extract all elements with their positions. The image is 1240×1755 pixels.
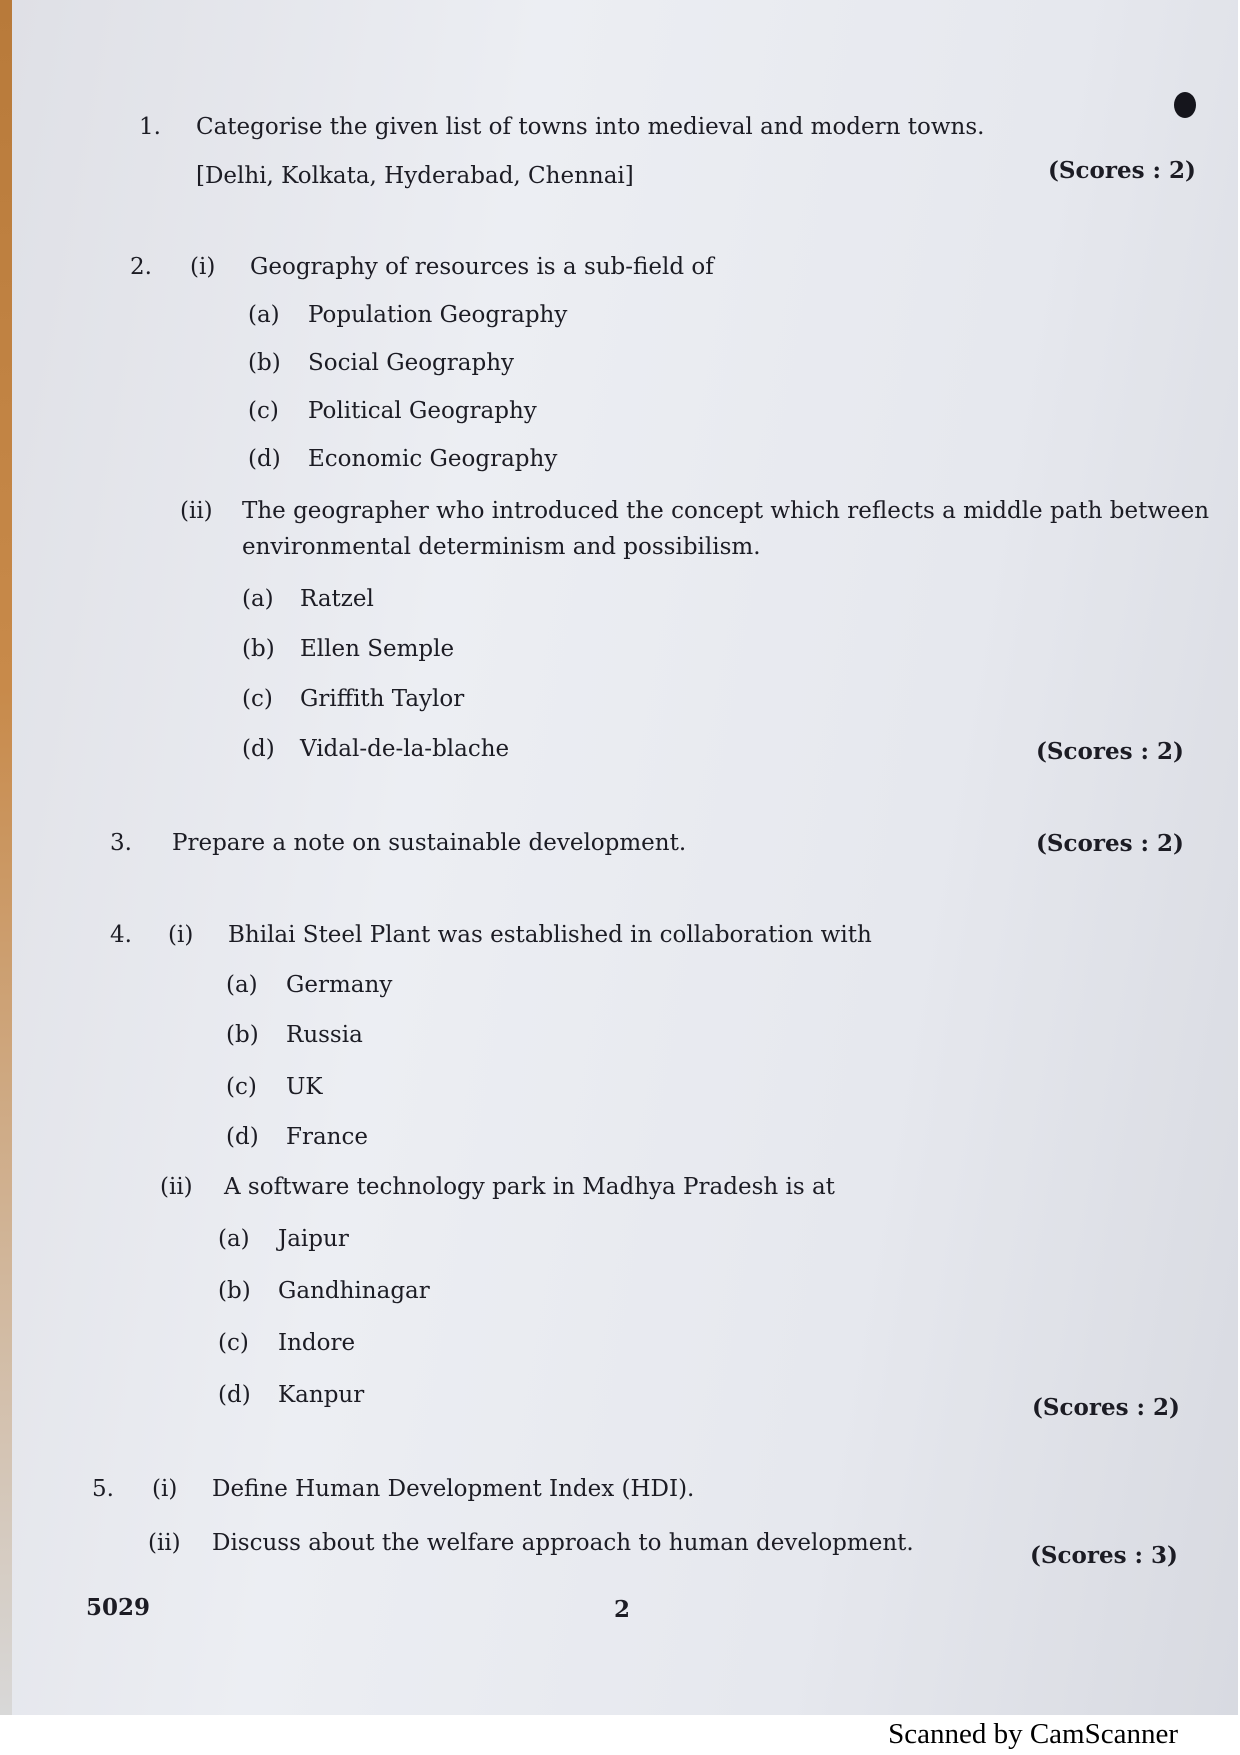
q2-part1-option-text: Social Geography (308, 350, 515, 376)
q5-part2-text: Discuss about the welfare approach to human development. (212, 1530, 914, 1556)
q4-part1-label: (i) (168, 922, 194, 948)
q2-part1-option-text: Political Geography (308, 398, 537, 424)
q5-score: (Scores : 3) (1030, 1542, 1178, 1569)
paper-code: 5029 (86, 1594, 151, 1621)
q2-part2-label: (ii) (180, 498, 213, 524)
q4-part1-text: Bhilai Steel Plant was established in collaboration with (228, 922, 872, 948)
q4-score: (Scores : 2) (1032, 1394, 1180, 1421)
q2-part2-option-text: Griffith Taylor (300, 686, 465, 712)
q4-part2-option-label: (a) (218, 1226, 250, 1252)
q1-text: Categorise the given list of towns into medieval and modern towns. (196, 114, 985, 140)
q2-part1-option-text: Population Geography (308, 302, 568, 328)
q3-score: (Scores : 2) (1036, 830, 1184, 857)
q4-part1-option-label: (b) (226, 1022, 259, 1048)
q4-part2-option-text: Jaipur (278, 1226, 349, 1252)
q4-part1-option-text: Russia (286, 1022, 363, 1048)
q4-part1-option-label: (c) (226, 1074, 257, 1100)
q2-score: (Scores : 2) (1036, 738, 1184, 765)
q2-part2-option-text: Ratzel (300, 586, 374, 612)
q1-list: [Delhi, Kolkata, Hyderabad, Chennai] (196, 163, 634, 189)
exam-page (12, 0, 1238, 1715)
page-number: 2 (614, 1596, 631, 1623)
q2-part2-option-label: (b) (242, 636, 275, 662)
q2-part1-option-label: (d) (248, 446, 281, 472)
q5-number: 5. (92, 1476, 114, 1502)
q5-part1-label: (i) (152, 1476, 178, 1502)
q1-score: (Scores : 2) (1048, 157, 1196, 184)
q4-part1-option-text: UK (286, 1074, 323, 1100)
q4-part2-text: A software technology park in Madhya Pradesh is at (224, 1174, 835, 1200)
q2-part1-option-label: (a) (248, 302, 280, 328)
q4-part2-option-text: Indore (278, 1330, 356, 1356)
q4-part2-option-text: Kanpur (278, 1382, 365, 1408)
q4-part2-option-label: (b) (218, 1278, 251, 1304)
q2-part1-label: (i) (190, 254, 216, 280)
q4-part1-option-text: France (286, 1124, 368, 1150)
q1-number: 1. (139, 114, 161, 140)
q5-part1-text: Define Human Development Index (HDI). (212, 1476, 695, 1502)
q2-part1-option-label: (c) (248, 398, 279, 424)
q2-part1-text: Geography of resources is a sub-field of (250, 254, 714, 280)
q4-number: 4. (110, 922, 132, 948)
q2-part1-option-label: (b) (248, 350, 281, 376)
q3-number: 3. (110, 830, 132, 856)
q2-part1-option-text: Economic Geography (308, 446, 558, 472)
q2-part2-option-label: (c) (242, 686, 273, 712)
q4-part2-option-label: (c) (218, 1330, 249, 1356)
q2-part2-option-text: Vidal-de-la-blache (300, 736, 510, 762)
q2-number: 2. (130, 254, 152, 280)
ink-dot (1174, 92, 1196, 118)
q2-part2-option-label: (a) (242, 586, 274, 612)
q4-part1-option-text: Germany (286, 972, 393, 998)
q3-text: Prepare a note on sustainable development. (172, 830, 687, 856)
q4-part2-label: (ii) (160, 1174, 193, 1200)
q2-part2-option-label: (d) (242, 736, 275, 762)
scanner-watermark: Scanned by CamScanner (888, 1718, 1178, 1750)
q5-part2-label: (ii) (148, 1530, 181, 1556)
q4-part2-option-label: (d) (218, 1382, 251, 1408)
q4-part2-option-text: Gandhinagar (278, 1278, 430, 1304)
q2-part2-option-text: Ellen Semple (300, 636, 455, 662)
q4-part1-option-label: (a) (226, 972, 258, 998)
page-edge (0, 0, 12, 1715)
q2-part2-text-continued: environmental determinism and possibilism. (242, 534, 761, 560)
q4-part1-option-label: (d) (226, 1124, 259, 1150)
q2-part2-text: The geographer who introduced the concept which reflects a middle path between (242, 498, 1210, 524)
